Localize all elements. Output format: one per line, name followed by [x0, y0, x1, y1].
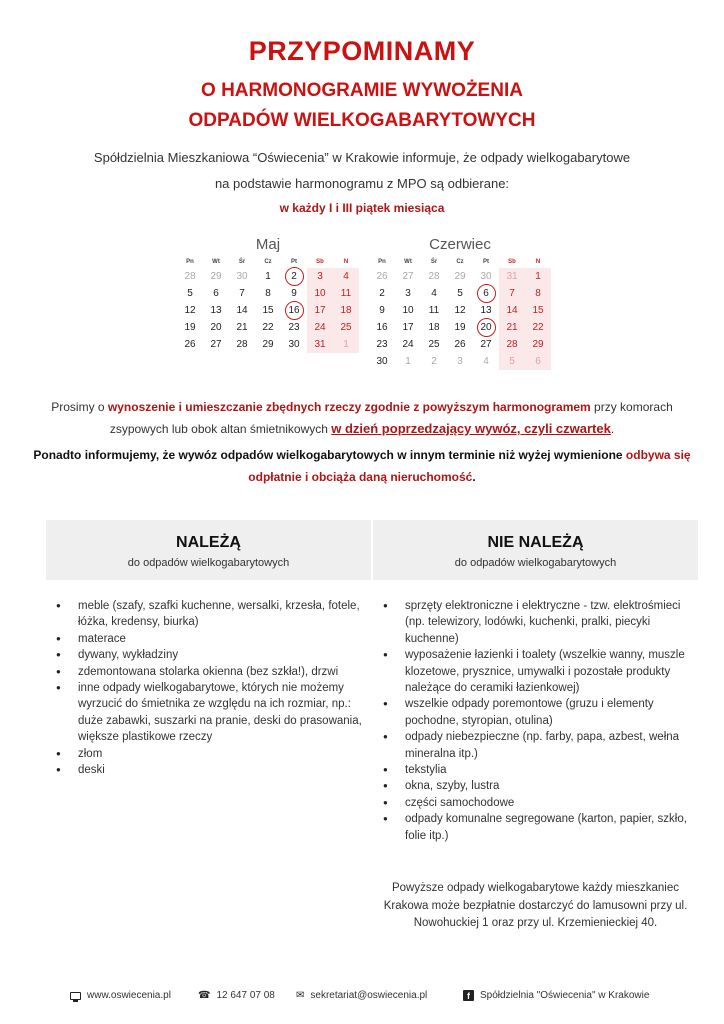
weekday-label: N — [343, 259, 349, 265]
list-item: ● deski — [56, 762, 371, 778]
calendar-day: 13 — [480, 305, 492, 316]
footer-phone-text[interactable]: 12 647 07 08 — [216, 990, 275, 1001]
calendar-month-title: Maj — [255, 236, 281, 253]
footer-email-text[interactable]: sekretariat@oswiecenia.pl — [310, 990, 428, 1001]
belongs-column — [46, 520, 371, 778]
calendar-day: 7 — [239, 288, 245, 299]
calendar-day: 8 — [525, 285, 551, 302]
footer-facebook[interactable] — [463, 990, 649, 1001]
intro-schedule: w każdy I i III piątek miesiąca — [279, 201, 445, 215]
weekday-label: N — [535, 259, 541, 265]
week-row — [177, 268, 359, 285]
calendar-day: 3 — [307, 268, 333, 285]
weekday-label: Pn — [186, 259, 194, 265]
weekday-label: Śr — [430, 259, 438, 265]
list-item: ● meble (szafy, szafki kuchenne, wersalki, krzesła, fotele, łóżka, kredensy, biurka) — [56, 598, 371, 631]
calendar-day: 3 — [457, 356, 463, 367]
calendar-day: 10 — [307, 285, 333, 302]
calendar-day: 1 — [333, 336, 359, 353]
footer-website-text[interactable]: www.oswiecenia.pl — [87, 990, 171, 1001]
calendar-day: 28 — [499, 336, 525, 353]
calendar-day: 31 — [307, 336, 333, 353]
calendar-day: 18 — [333, 302, 359, 319]
facebook-icon: f — [463, 990, 474, 1001]
calendar-grid — [369, 256, 551, 370]
calendar-day: 8 — [265, 288, 271, 299]
calendar-day: 28 — [236, 339, 248, 350]
calendar-day: 27 — [480, 339, 492, 350]
week-row — [177, 285, 359, 302]
calendar-day: 29 — [262, 339, 274, 350]
week-row — [369, 302, 551, 319]
weekday-label: Cz — [456, 259, 464, 265]
weekday-label: Pt — [291, 259, 297, 265]
calendar-day: 21 — [499, 319, 525, 336]
calendar-day-pickup: 2 — [281, 268, 307, 285]
calendar-day: 5 — [457, 288, 463, 299]
footer-phone[interactable] — [198, 990, 275, 1001]
calendar-day: 26 — [376, 271, 388, 282]
calendar-day: 3 — [405, 288, 411, 299]
calendar-day: 30 — [480, 271, 492, 282]
calendar-day: 26 — [454, 339, 466, 350]
calendar-day: 20 — [210, 322, 222, 333]
weekday-row — [177, 256, 359, 268]
list-item: ● złom — [56, 746, 371, 762]
list-item: ● odpady komunalne segregowane (karton, papier, szkło, folie itp.) — [383, 811, 698, 844]
calendar-grid — [177, 256, 359, 353]
belongs-subtitle: do odpadów wielkogabarytowych — [127, 557, 290, 569]
calendar-day: 24 — [402, 339, 414, 350]
calendar-day: 6 — [213, 288, 219, 299]
week-row — [369, 285, 551, 302]
calendar-day: 26 — [184, 339, 196, 350]
calendar-day: 11 — [333, 285, 359, 302]
calendar-day: 2 — [431, 356, 437, 367]
calendar-day: 12 — [454, 305, 466, 316]
calendar-day: 25 — [333, 319, 359, 336]
calendar-day: 29 — [454, 271, 466, 282]
calendar-day: 29 — [525, 336, 551, 353]
calendar-day: 14 — [236, 305, 248, 316]
fee-paragraph — [30, 444, 694, 488]
calendar-day: 17 — [307, 302, 333, 319]
list-item: ● okna, szyby, lustra — [383, 778, 698, 794]
list-item: ● materace — [56, 631, 371, 647]
week-row — [369, 336, 551, 353]
calendar-day: 17 — [402, 322, 414, 333]
footer-email[interactable] — [296, 990, 427, 1001]
footer-website[interactable] — [70, 990, 171, 1001]
not-belongs-subtitle: do odpadów wielkogabarytowych — [454, 557, 617, 569]
weekday-label: Sb — [508, 259, 516, 265]
calendar-day: 14 — [499, 302, 525, 319]
envelope-icon: ✉ — [296, 990, 305, 1001]
week-row — [177, 336, 359, 353]
calendar-day: 4 — [333, 268, 359, 285]
list-item: ● sprzęty elektroniczne i elektryczne - tzw. elektrośmieci (np. telewizory, lodówki, kuchenki, pralki, piecyki kuchenne) — [383, 598, 698, 647]
not-belongs-list — [373, 598, 698, 844]
intro-line-2: na podstawie harmonogramu z MPO są odbierane: — [214, 176, 510, 191]
calendar-day-pickup: 6 — [473, 285, 499, 302]
calendar-month-title: Czerwiec — [429, 236, 491, 253]
belongs-title: NALEŻĄ — [176, 534, 241, 551]
calendar-day: 29 — [210, 271, 222, 282]
calendar-day: 1 — [405, 356, 411, 367]
calendar-day: 27 — [210, 339, 222, 350]
calendar-day: 13 — [210, 305, 222, 316]
monitor-icon — [70, 992, 81, 1000]
footer — [0, 990, 724, 1010]
week-row — [369, 319, 551, 336]
calendar-day: 15 — [262, 305, 274, 316]
title-line-2: O HARMONOGRAMIE WYWOŻENIA — [201, 80, 523, 101]
phone-icon: ☎ — [198, 990, 211, 1001]
list-item: ● odpady niebezpieczne (np. farby, papa, azbest, wełna mineralna itp.) — [383, 729, 698, 762]
calendar-day: 11 — [428, 305, 440, 316]
calendar-day: 30 — [288, 339, 300, 350]
calendar-day-pickup: 16 — [281, 302, 307, 319]
week-row — [177, 319, 359, 336]
calendar-day: 23 — [288, 322, 300, 333]
calendar-day: 25 — [428, 339, 440, 350]
calendar-day: 23 — [376, 339, 388, 350]
calendar-day: 10 — [402, 305, 414, 316]
not-belongs-column — [373, 520, 698, 844]
calendar-day: 5 — [187, 288, 193, 299]
notice-paragraph — [30, 396, 694, 440]
list-item: ● inne odpady wielkogabarytowe, których nie możemy wyrzucić do śmietnika ze względu na ich rozmiar, np.: duże zabawki, suszarki na pranie, deski do prasowania, większe plastikowe rzeczy — [56, 680, 371, 746]
calendar-day: 15 — [525, 302, 551, 319]
notice-text: Prosimy o — [51, 400, 108, 414]
week-row — [177, 302, 359, 319]
calendar-day: 27 — [402, 271, 414, 282]
calendar-day: 21 — [236, 322, 248, 333]
calendar-day: 30 — [236, 271, 248, 282]
not-belongs-title: NIE NALEŻĄ — [487, 534, 584, 551]
calendar-day: 2 — [379, 288, 385, 299]
weekday-label: Wt — [404, 259, 412, 265]
calendar-day: 28 — [428, 271, 440, 282]
notice-day-highlight: w dzień poprzedzający wywóz, czyli czwartek — [331, 421, 611, 436]
belongs-list — [46, 598, 371, 778]
notice-text: przy komorach zsypowych lub obok altan śmietnikowych — [109, 400, 673, 436]
list-item: ● części samochodowe — [383, 795, 698, 811]
fee-text: . — [472, 470, 476, 484]
title-line-3: ODPADÓW WIELKOGABARYTOWYCH — [188, 110, 536, 131]
title-line-1: PRZYPOMINAMY — [248, 36, 476, 66]
calendar-day: 9 — [379, 305, 385, 316]
calendar-day: 24 — [307, 319, 333, 336]
fee-text: Ponadto informujemy, że wywóz odpadów wielkogabarytowych w innym terminie niż wyżej wymienione — [33, 448, 626, 462]
list-item: ● wyposażenie łazienki i toalety (wszelkie wanny, muszle klozetowe, prysznice, umywalki i pozostałe produkty należące do ceramiki łazienkowej) — [383, 647, 698, 696]
calendar-day: 7 — [499, 285, 525, 302]
weekday-label: Pn — [378, 259, 386, 265]
list-item: ● wszelkie odpady poremontowe (gruzu i elementy pochodne, styropian, otulina) — [383, 696, 698, 729]
calendar-day: 18 — [428, 322, 440, 333]
calendar-day: 9 — [291, 288, 297, 299]
drop-off-note: Powyższe odpady wielkogabarytowe każdy mieszkaniec Krakowa może bezpłatnie dostarczyć do lamusowni przy ul. Nowohuckiej 1 oraz przy ul. Krzemienieckiej 40. — [383, 882, 688, 929]
belongs-header — [46, 520, 371, 580]
list-item: ● dywany, wykładziny — [56, 647, 371, 663]
calendar-day: 16 — [376, 322, 388, 333]
weekday-label: Pt — [483, 259, 489, 265]
calendar-day: 5 — [499, 353, 525, 370]
fee-emphasis: odbywa się odpłatnie i obciąża daną nieruchomość — [248, 448, 691, 484]
calendar-day: 4 — [431, 288, 437, 299]
calendar-day: 6 — [525, 353, 551, 370]
calendar-day: 19 — [454, 322, 466, 333]
list-item: ● zdemontowana stolarka okienna (bez szkła!), drzwi — [56, 664, 371, 680]
week-row — [369, 353, 551, 370]
calendar-day: 19 — [184, 322, 196, 333]
calendar-day: 4 — [483, 356, 489, 367]
calendar-day: 28 — [184, 271, 196, 282]
calendar-day-pickup: 20 — [473, 319, 499, 336]
calendar-day: 1 — [265, 271, 271, 282]
calendar-day: 12 — [184, 305, 196, 316]
footer-facebook-text[interactable]: Spółdzielnia "Oświecenia" w Krakowie — [480, 990, 650, 1001]
notice-emphasis: wynoszenie i umieszczanie zbędnych rzeczy zgodnie z powyższym harmonogramem — [107, 400, 591, 414]
notice-text: . — [610, 422, 615, 436]
not-belongs-header — [373, 520, 698, 580]
weekday-label: Śr — [238, 259, 246, 265]
weekday-label: Cz — [264, 259, 272, 265]
calendar-day: 1 — [525, 268, 551, 285]
weekday-label: Wt — [212, 259, 220, 265]
weekday-row — [369, 256, 551, 268]
week-row — [369, 268, 551, 285]
calendar-day: 30 — [376, 356, 388, 367]
calendar-day: 22 — [262, 322, 274, 333]
calendar-day: 22 — [525, 319, 551, 336]
intro-line-1: Spółdzielnia Mieszkaniowa “Oświecenia” w Krakowie informuje, że odpady wielkogabarytowe — [93, 150, 631, 165]
weekday-label: Sb — [316, 259, 324, 265]
calendar-day: 31 — [499, 268, 525, 285]
list-item: ● tekstylia — [383, 762, 698, 778]
